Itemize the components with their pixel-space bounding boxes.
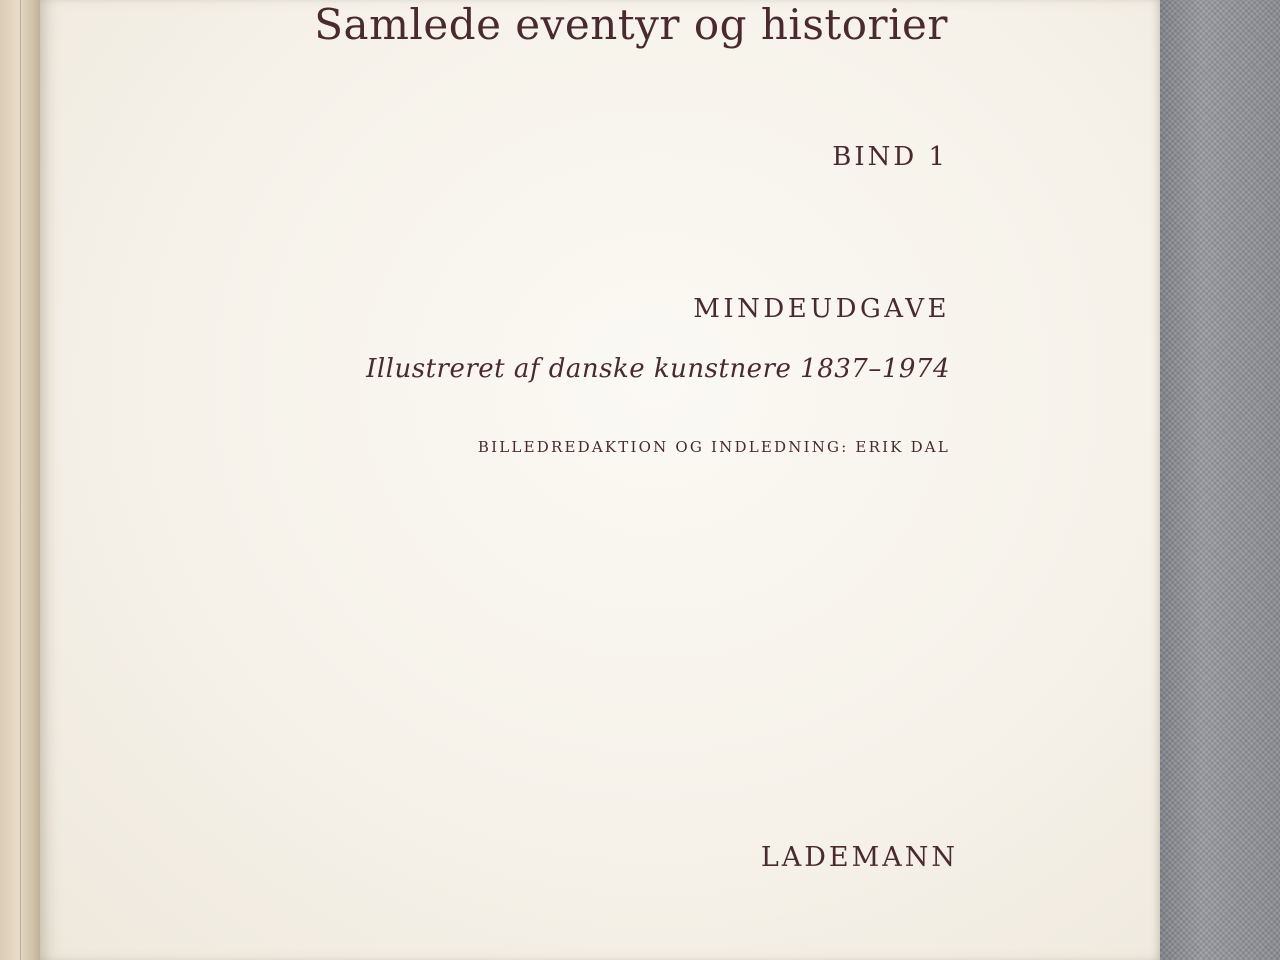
title-page [40,0,1160,960]
previous-page-edge [0,0,40,960]
volume-label: BIND 1 [832,142,948,172]
fabric-background [1150,0,1280,960]
illustration-subtitle: Illustreret af danske kunstnere 1837–1974 [366,354,950,384]
edition-label: MINDEUDGAVE [693,294,950,324]
page-fold-line [20,0,21,960]
editor-credits: BILLEDREDAKTION OG INDLEDNING: ERIK DAL [477,438,950,456]
publisher-name: LADEMANN [760,842,958,873]
book-title: Samlede eventyr og historier [314,0,948,49]
